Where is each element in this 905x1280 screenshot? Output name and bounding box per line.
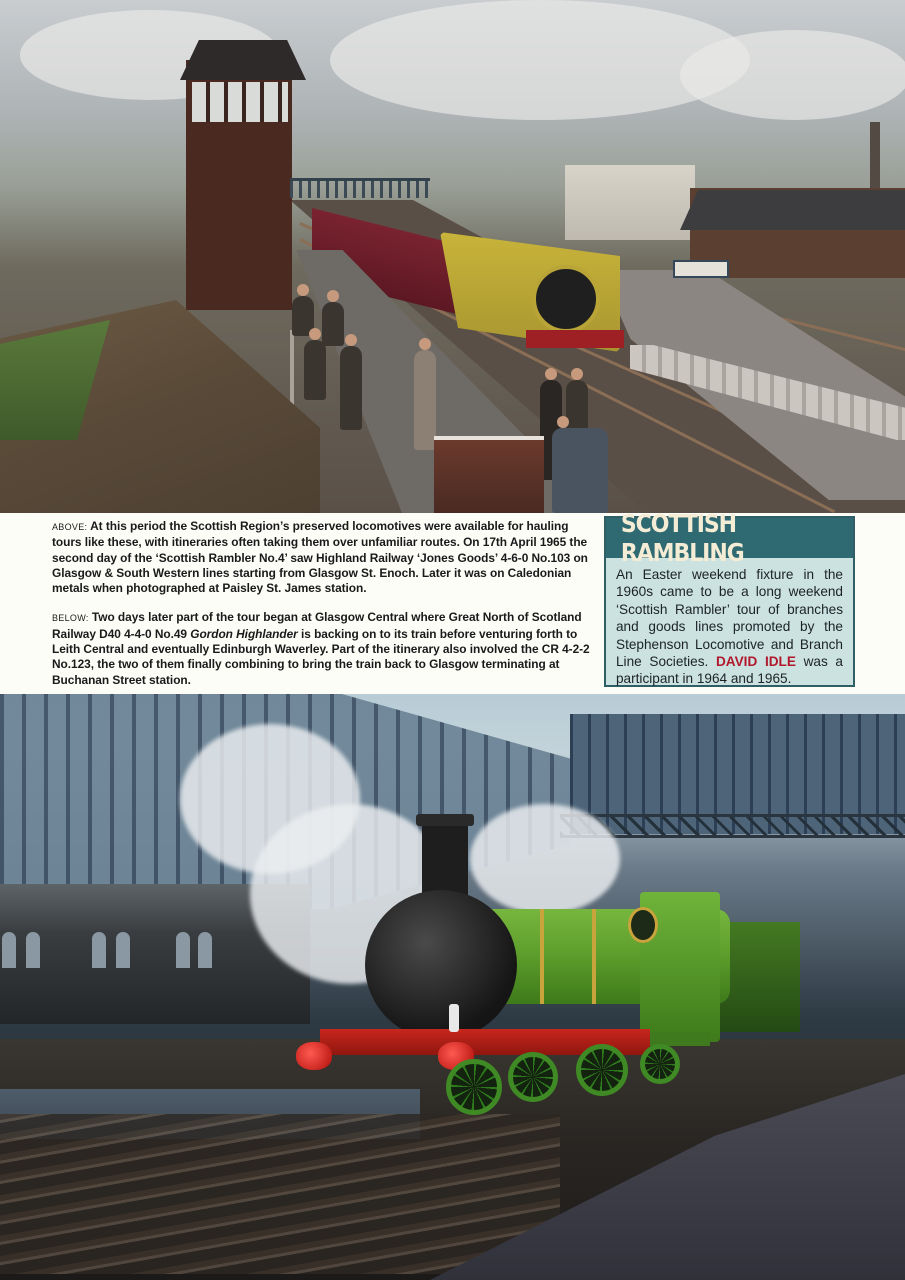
buffer-beam [526, 330, 624, 348]
arched-window [92, 932, 106, 968]
scottish-rambling-title: SCOTTISH RAMBLING [620, 509, 744, 567]
scottish-rambling-header [606, 509, 853, 567]
scottish-rambling-box [604, 509, 855, 687]
person [304, 340, 326, 400]
scottish-rambling-body [606, 558, 853, 688]
caption-above [52, 519, 600, 596]
top-photo-paisley-st-james [0, 0, 905, 513]
lamp-bracket [449, 1004, 459, 1032]
caption-above-text: At this period the Scottish Region’s preserved locomotives were available for hauling tours like these, with itineraries often taking them over unfamiliar routes. On 17th April 1965 the second day of the ‘Scottish Rambler No.4’ saw Highland Railway ‘Jones Goods’ 4-6-0 No.103 on Glasgow & South Western lines starting from Glasgow St. Enoch. Later it was on Caledonian metals when photographed at Paisley St. James station. [52, 519, 588, 596]
caption-above-lead: ABOVE: [52, 522, 88, 532]
cab-window [628, 907, 658, 943]
signal-box-roof [180, 40, 306, 80]
station-nameboard [673, 260, 729, 278]
signal-box-windows [192, 82, 288, 122]
caption-below-italic: Gordon Highlander [190, 626, 298, 641]
bottom-photo-glasgow-central [0, 694, 905, 1280]
arched-window [26, 932, 40, 968]
chimney-cap [416, 814, 474, 826]
locomotive-smokebox [365, 890, 517, 1040]
person [414, 350, 436, 450]
sidebar-body-after: was a participant in 1964 and 1965. [616, 654, 843, 687]
driving-wheel [640, 1044, 680, 1084]
cloud [680, 30, 905, 120]
arched-window [198, 932, 212, 968]
open-wagon [434, 436, 544, 513]
track-sleepers [0, 1114, 560, 1274]
person [552, 428, 608, 513]
goods-shed-roof [680, 190, 905, 230]
locomotive-smokebox [532, 265, 600, 333]
caption-below-text-2: is backing on to its train before venturing forth to Leith Central and eventually Edinburgh Waverley. Part of the itinerary also involved the CR 4-2-2 No.123, the two of them finally combining to bring the train back to Glasgow terminating at Buchanan Street station. [52, 626, 590, 687]
boiler-band [592, 909, 596, 1004]
caption-below-lead: BELOW: [52, 613, 89, 624]
steam-cloud [470, 804, 620, 914]
bogie-wheel [508, 1052, 558, 1102]
person [566, 380, 588, 430]
person [322, 302, 344, 346]
footbridge [290, 178, 430, 198]
arched-window [176, 932, 190, 968]
caption-below [52, 610, 600, 687]
sidebar-body-before: An Easter weekend fixture in the 1960s came to be a long weekend ‘Scottish Rambler’ tour of branches and goods lines promoted by the Stephenson Locomotive and Branch Line Societies. [616, 567, 843, 670]
arched-window [2, 932, 16, 968]
buffer-left [296, 1042, 332, 1070]
bogie-wheel [446, 1059, 502, 1115]
author-name: DAVID IDLE [715, 654, 796, 670]
person [340, 346, 362, 430]
driving-wheel [576, 1044, 628, 1096]
captions [52, 519, 600, 702]
boiler-band [540, 909, 544, 1004]
houses [565, 165, 695, 240]
caption-below-text-1: Two days later part of the tour began at Glasgow Central where Great North of Scotland Railway D40 4-4-0 No.49 [52, 610, 582, 641]
arched-window [116, 932, 130, 968]
factory-chimney [870, 122, 880, 192]
